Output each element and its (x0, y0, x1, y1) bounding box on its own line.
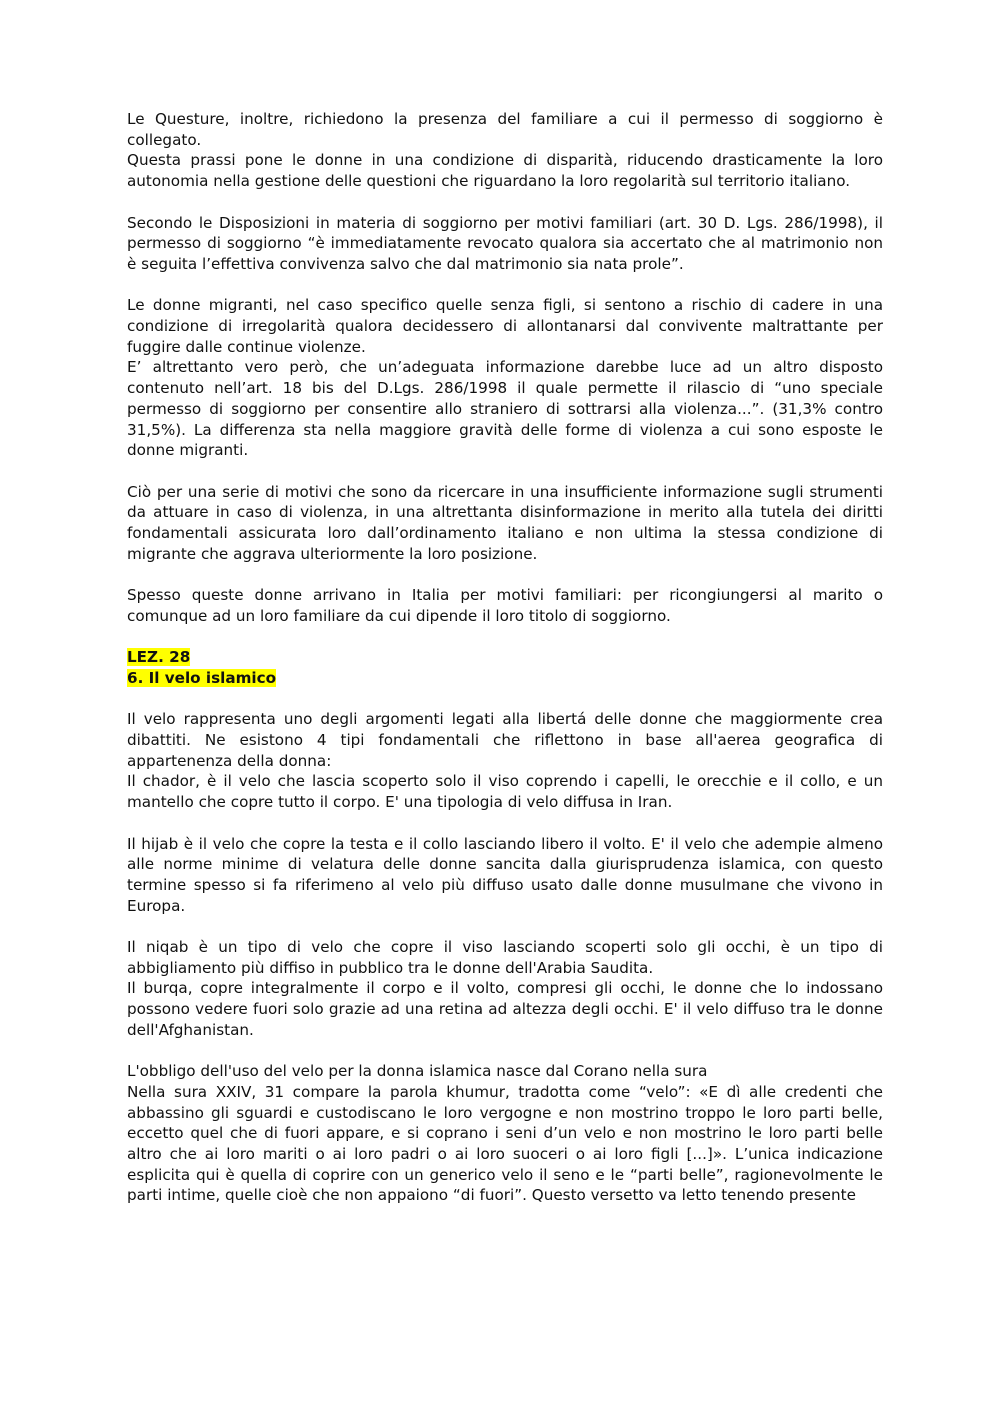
text-line: Il burqa, copre integralmente il corpo e il volto, compresi gli occhi, le donne che lo indossano possono vedere fuori solo grazie ad una retina ad altezza degli occhi. E' il velo diffuso tra le donne dell'Afghanistan. (127, 979, 883, 1039)
paragraph-questure (127, 109, 883, 192)
document-body (127, 109, 883, 1227)
text-line: Nella sura XXIV, 31 compare la parola khumur, tradotta come “velo”: «E dì alle credenti che abbassino gli sguardi e custodiscano le loro vergogne e non mostrino troppo le loro parti belle, eccetto quel che di fuori appare, e si coprano i seni d’un velo e non mostrino le loro parti belle altro che ai loro mariti o ai loro padri o ai loro suoceri o ai loro figli [...]». L’unica indicazione esplicita qui è quella di coprire con un generico velo il seno e le “parti belle”, ragionevolmente le parti intime, quelle cioè che non appaiono “di fuori”. Questo versetto va letto tenendo presente (127, 1082, 883, 1205)
section-heading (127, 647, 883, 688)
text-line: L'obbligo dell'uso del velo per la donna islamica nasce dal Corano nella sura (127, 1062, 708, 1081)
text-line: Le Questure, inoltre, richiedono la presenza del familiare a cui il permesso di soggiorno è collegato. (127, 110, 883, 149)
text-line: E’ altrettanto vero però, che un’adeguata informazione darebbe luce ad un altro disposto contenuto nell’art. 18 bis del D.Lgs. 286/1998 il quale permette il rilascio di “uno speciale permesso di soggiorno per consentire allo straniero di sottrarsi alla violenza...”. (31,3% contro 31,5%). La differenza sta nella maggiore gravità delle forme di violenza a cui sono esposte le donne migranti. (127, 358, 883, 460)
paragraph-donne-migranti (127, 295, 883, 461)
section-title: 6. Il velo islamico (127, 668, 277, 687)
lesson-label: LEZ. 28 (127, 648, 191, 667)
text-line: Spesso queste donne arrivano in Italia per motivi familiari: per ricongiungersi al marito o comunque ad un loro familiare da cui dipende il loro titolo di soggiorno. (127, 586, 883, 625)
text-line: Ciò per una serie di motivi che sono da ricercare in una insufficiente informazione sugli strumenti da attuare in caso di violenza, in una altrettanta disinformazione in merito alla tutela dei diritti fondamentali assicurata loro dall’ordinamento italiano e non ultima la stessa condizione di migrante che aggrava ulteriormente la loro posizione. (127, 482, 883, 563)
text-line: Questa prassi pone le donne in una condizione di disparità, riducendo drasticamente la loro autonomia nella gestione delle questioni che riguardano la loro regolarità sul territorio italiano. (127, 151, 883, 191)
text-line: Il velo rappresenta uno degli argomenti legati alla libertá delle donne che maggiormente crea dibattiti. Ne esistono 4 tipi fondamentali che riflettono in base all'aerea geografica di appartenenza della donna: (127, 710, 883, 770)
text-line: Il hijab è il velo che copre la testa e il collo lasciando libero il volto. E' il velo che adempie almeno alle norme minime di velatura delle donne sancita dalla giurisprudenza islamica, con questo termine spesso si fa riferimeno al velo più diffuso usato dalle donne musulmane che vivono in Europa. (127, 834, 883, 915)
paragraph-corano (127, 1061, 883, 1206)
paragraph-disposizioni (127, 213, 883, 275)
paragraph-hijab (127, 834, 883, 917)
paragraph-velo-intro (127, 709, 883, 813)
text-line: Il chador, è il velo che lascia scoperto solo il viso coprendo i capelli, le orecchie e il collo, e un mantello che copre tutto il corpo. E' una tipologia di velo diffusa in Iran. (127, 772, 883, 812)
text-line: Le donne migranti, nel caso specifico quelle senza figli, si sentono a rischio di cadere in una condizione di irregolarità qualora decidessero di allontanarsi dal convivente maltrattante per fuggire dalle continue violenze. (127, 296, 883, 356)
text-line: Secondo le Disposizioni in materia di soggiorno per motivi familiari (art. 30 D. Lgs. 286/1998), il permesso di soggiorno “è immediatamente revocato qualora sia accertato che al matrimonio non è seguita l’effettiva convivenza salvo che dal matrimonio sia nata prole”. (127, 213, 883, 273)
paragraph-niqab-burqa (127, 937, 883, 1041)
paragraph-ricongiungimento (127, 585, 883, 626)
paragraph-motivi (127, 482, 883, 565)
text-line: Il niqab è un tipo di velo che copre il viso lasciando scoperti solo gli occhi, è un tipo di abbigliamento più diffiso in pubblico tra le donne dell'Arabia Saudita. (127, 938, 883, 977)
